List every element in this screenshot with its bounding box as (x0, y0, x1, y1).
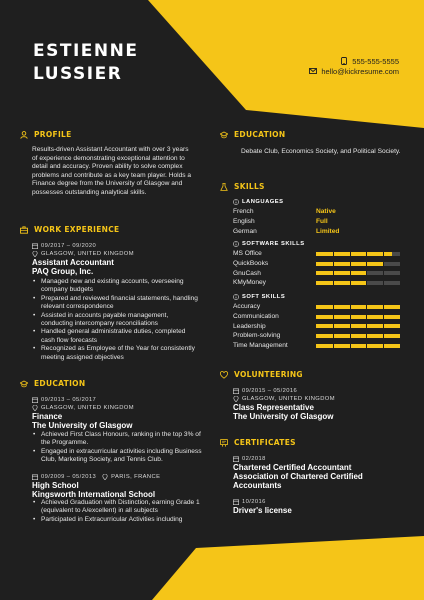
skill-level-fill (316, 271, 366, 275)
skill-row (233, 321, 400, 331)
skill-row (233, 249, 400, 259)
list-item: • Assisted in accounts payable management, conducting intercompany reconciliations (32, 312, 200, 329)
volunteering-dates-text: 09/2015 – 05/2016 (242, 388, 298, 394)
skill-bar-divider (350, 344, 351, 348)
skill-bar-divider (350, 305, 351, 309)
education-heading (20, 379, 85, 388)
language-name: English (233, 218, 255, 226)
skill-row (233, 312, 400, 322)
skill-bar-divider (383, 281, 384, 285)
language-level: Full (316, 218, 328, 226)
skill-bar-divider (383, 315, 384, 319)
education-continued-text: Debate Club, Economics Society, and Political Society. (241, 148, 401, 155)
volunteering-entry (233, 387, 400, 421)
job-location-text: GLASGOW, UNITED KINGDOM (41, 251, 134, 257)
volunteering-location (233, 395, 400, 403)
certificates-heading-text: CERTIFICATES (234, 438, 296, 447)
calendar-icon (233, 388, 239, 394)
skill-level-fill (316, 281, 366, 285)
calendar-icon (32, 243, 38, 249)
languages-block (233, 199, 400, 236)
skill-bar-divider (366, 262, 367, 266)
flask-icon (220, 183, 228, 191)
profile-heading-text: PROFILE (34, 130, 72, 139)
skills-heading (220, 182, 265, 191)
map-pin-icon (233, 396, 239, 402)
education-bullets (32, 431, 202, 465)
work-heading-text: WORK EXPERIENCE (34, 225, 120, 234)
education-location-text: PARIS, FRANCE (111, 474, 161, 480)
work-heading (20, 225, 119, 234)
phone-number: 555-555-5555 (352, 57, 399, 66)
skill-name: Accuracy (233, 303, 261, 311)
job-entry (32, 242, 200, 362)
skill-level-fill (316, 252, 392, 256)
graduation-cap-icon (220, 131, 228, 139)
list-item: • Achieved First Class Honours, ranking in the top 3% of the Programme. (32, 431, 202, 448)
education-continued-heading (220, 130, 285, 139)
skill-bar-divider (350, 334, 351, 338)
skill-bar-divider (366, 271, 367, 275)
certificate-title: Driver's license (233, 506, 292, 515)
skill-bar-divider (366, 344, 367, 348)
skill-bar-divider (383, 262, 384, 266)
language-name: French (233, 208, 254, 216)
list-item: • Prepared and reviewed financial statements, handling relevant correspondence (32, 295, 200, 312)
skill-name: QuickBooks (233, 260, 269, 268)
profile-heading (20, 130, 72, 139)
skill-bar-divider (333, 262, 334, 266)
map-pin-icon (32, 251, 38, 257)
skill-name: GnuCash (233, 269, 261, 277)
skill-bar-divider (366, 305, 367, 309)
certificate-entry-1 (233, 455, 383, 490)
skill-bar-divider (333, 344, 334, 348)
calendar-icon (32, 474, 38, 480)
skill-row (233, 331, 400, 341)
degree: Finance (32, 412, 63, 421)
profile-summary: Results-driven Assistant Accountant with over 3 years of experience demonstrating exceptional attention to detail and accuracy. Proven ability to solve complex problems and contribute as a key team player. Holds a Finance degree from the University of Glasgow and possesses outstanding analytical skills. (32, 146, 192, 196)
skill-bar-divider (366, 324, 367, 328)
candidate-name (33, 40, 138, 86)
map-pin-icon (102, 474, 108, 480)
skill-bar-divider (350, 271, 351, 275)
education-location-text: GLASGOW, UNITED KINGDOM (41, 405, 134, 411)
list-item: • Engaged in extracurricular activities including Business Club, Marketing Society, and Tennis Club. (32, 448, 202, 465)
skill-bar-divider (333, 271, 334, 275)
list-item: • Participated in Extracurricular Activities including (32, 516, 202, 524)
skill-level-bar (316, 315, 400, 319)
skill-row (233, 341, 400, 351)
skill-level-bar (316, 324, 400, 328)
education-entry-2 (32, 473, 202, 524)
last-name: LUSSIER (33, 64, 123, 84)
job-dates-text: 09/2017 – 09/2020 (41, 243, 97, 249)
info-circle-icon (233, 199, 239, 205)
skill-bar-divider (333, 281, 334, 285)
skill-bar-divider (383, 252, 384, 256)
skill-bar-divider (366, 315, 367, 319)
education-continued-heading-text: EDUCATION (234, 130, 286, 139)
skill-row (233, 268, 400, 278)
briefcase-icon (20, 226, 28, 234)
skill-name: Time Management (233, 342, 288, 350)
calendar-icon (233, 499, 239, 505)
certificate-date (233, 455, 383, 463)
skill-bar-divider (383, 305, 384, 309)
award-icon (220, 439, 228, 447)
software-skill-list (233, 249, 400, 288)
soft-skills-label-text: SOFT SKILLS (242, 294, 286, 300)
calendar-icon (32, 397, 38, 403)
certificate-title: Chartered Certified Accountant Association of Chartered Certified Accountants (233, 463, 363, 490)
skill-row (233, 259, 400, 269)
skills-heading-text: SKILLS (234, 182, 265, 191)
info-circle-icon (233, 241, 239, 247)
skill-level-bar (316, 344, 400, 348)
skill-level-fill (316, 344, 400, 348)
language-row (233, 226, 400, 236)
person-icon (20, 131, 28, 139)
skill-level-fill (316, 334, 400, 338)
soft-skills-block (233, 294, 400, 350)
skill-bar-divider (350, 324, 351, 328)
education-heading-text: EDUCATION (34, 379, 86, 388)
email-address: hello@kickresume.com (321, 67, 399, 76)
email-line[interactable] (309, 67, 399, 76)
skill-bar-divider (350, 252, 351, 256)
skill-level-bar (316, 334, 400, 338)
degree: High School (32, 481, 79, 490)
skill-level-bar (316, 281, 400, 285)
language-name: German (233, 227, 257, 235)
skill-bar-divider (333, 252, 334, 256)
school: The University of Glasgow (32, 421, 133, 430)
skill-bar-divider (383, 324, 384, 328)
software-skills-block (233, 241, 400, 288)
education-entry-1 (32, 396, 202, 465)
phone-icon (340, 57, 348, 65)
certificate-entry-2 (233, 498, 393, 515)
skill-bar-divider (333, 334, 334, 338)
certificate-date-text: 10/2016 (242, 499, 266, 505)
education-dates (32, 396, 202, 404)
skill-level-fill (316, 305, 400, 309)
skill-bar-divider (350, 315, 351, 319)
first-name: ESTIENNE (33, 41, 139, 61)
skill-level-fill (316, 324, 400, 328)
language-level: Native (316, 208, 336, 216)
volunteering-org: The University of Glasgow (233, 412, 334, 421)
skill-level-bar (316, 262, 400, 266)
job-bullets (32, 278, 200, 362)
skill-bar-divider (383, 271, 384, 275)
heart-icon (220, 371, 228, 379)
soft-skills-label (233, 294, 400, 300)
certificate-date-text: 02/2018 (242, 456, 266, 462)
list-item: • Managed new and existing accounts, overseeing company budgets (32, 278, 200, 295)
skill-bar-divider (366, 334, 367, 338)
volunteering-heading-text: VOLUNTEERING (234, 370, 303, 379)
skill-bar-divider (366, 281, 367, 285)
skill-bar-divider (350, 262, 351, 266)
skill-bar-divider (383, 334, 384, 338)
software-skills-label-text: SOFTWARE SKILLS (242, 241, 305, 247)
map-pin-icon (32, 405, 38, 411)
skill-level-bar (316, 252, 400, 256)
job-title: Assistant Accountant (32, 258, 114, 267)
skill-row (233, 278, 400, 288)
skill-level-bar (316, 271, 400, 275)
volunteering-title: Class Representative (233, 403, 314, 412)
skill-level-bar (316, 305, 400, 309)
skill-bar-divider (366, 252, 367, 256)
job-location (32, 250, 200, 258)
volunteering-heading (220, 370, 303, 379)
envelope-icon (309, 67, 317, 75)
language-row (233, 207, 400, 217)
volunteering-dates (233, 387, 400, 395)
skill-bar-divider (350, 281, 351, 285)
school: Kingsworth International School (32, 490, 156, 499)
skill-name: Leadership (233, 322, 266, 330)
list-item: • Achieved Graduation with Distinction, earning Grade 1 (equivalent to A/excellent) in all subjects (32, 499, 202, 516)
skill-bar-divider (333, 315, 334, 319)
education-dates-text: 09/2009 – 05/2013 (41, 474, 97, 480)
education-dates-location (32, 473, 202, 481)
certificates-heading (220, 438, 296, 447)
list-item: • Recognized as Employee of the Year for consistently meeting assigned objectives (32, 345, 200, 362)
soft-skill-list (233, 302, 400, 350)
phone-line[interactable] (340, 57, 399, 66)
skill-row (233, 302, 400, 312)
skill-bar-divider (383, 344, 384, 348)
calendar-icon (233, 456, 239, 462)
language-level: Limited (316, 227, 340, 235)
languages-label-text: LANGUAGES (242, 199, 284, 205)
job-company: PAQ Group, Inc. (32, 267, 94, 276)
education-dates-text: 09/2013 – 05/2017 (41, 397, 97, 403)
skill-level-fill (316, 315, 400, 319)
info-circle-icon (233, 294, 239, 300)
skill-name: Communication (233, 313, 279, 321)
skill-name: KMyMoney (233, 279, 266, 287)
list-item: • Handled general administrative duties, completed cash flow forecasts (32, 328, 200, 345)
skill-name: MS Office (233, 250, 262, 258)
volunteering-location-text: GLASGOW, UNITED KINGDOM (242, 396, 335, 402)
languages-label (233, 199, 400, 205)
skill-name: Problem-solving (233, 332, 281, 340)
graduation-cap-icon (20, 380, 28, 388)
education-bullets (32, 499, 202, 524)
skill-bar-divider (333, 324, 334, 328)
skill-bar-divider (333, 305, 334, 309)
certificate-date (233, 498, 393, 506)
language-row (233, 217, 400, 227)
job-dates (32, 242, 200, 250)
education-location (32, 404, 202, 412)
software-skills-label (233, 241, 400, 247)
